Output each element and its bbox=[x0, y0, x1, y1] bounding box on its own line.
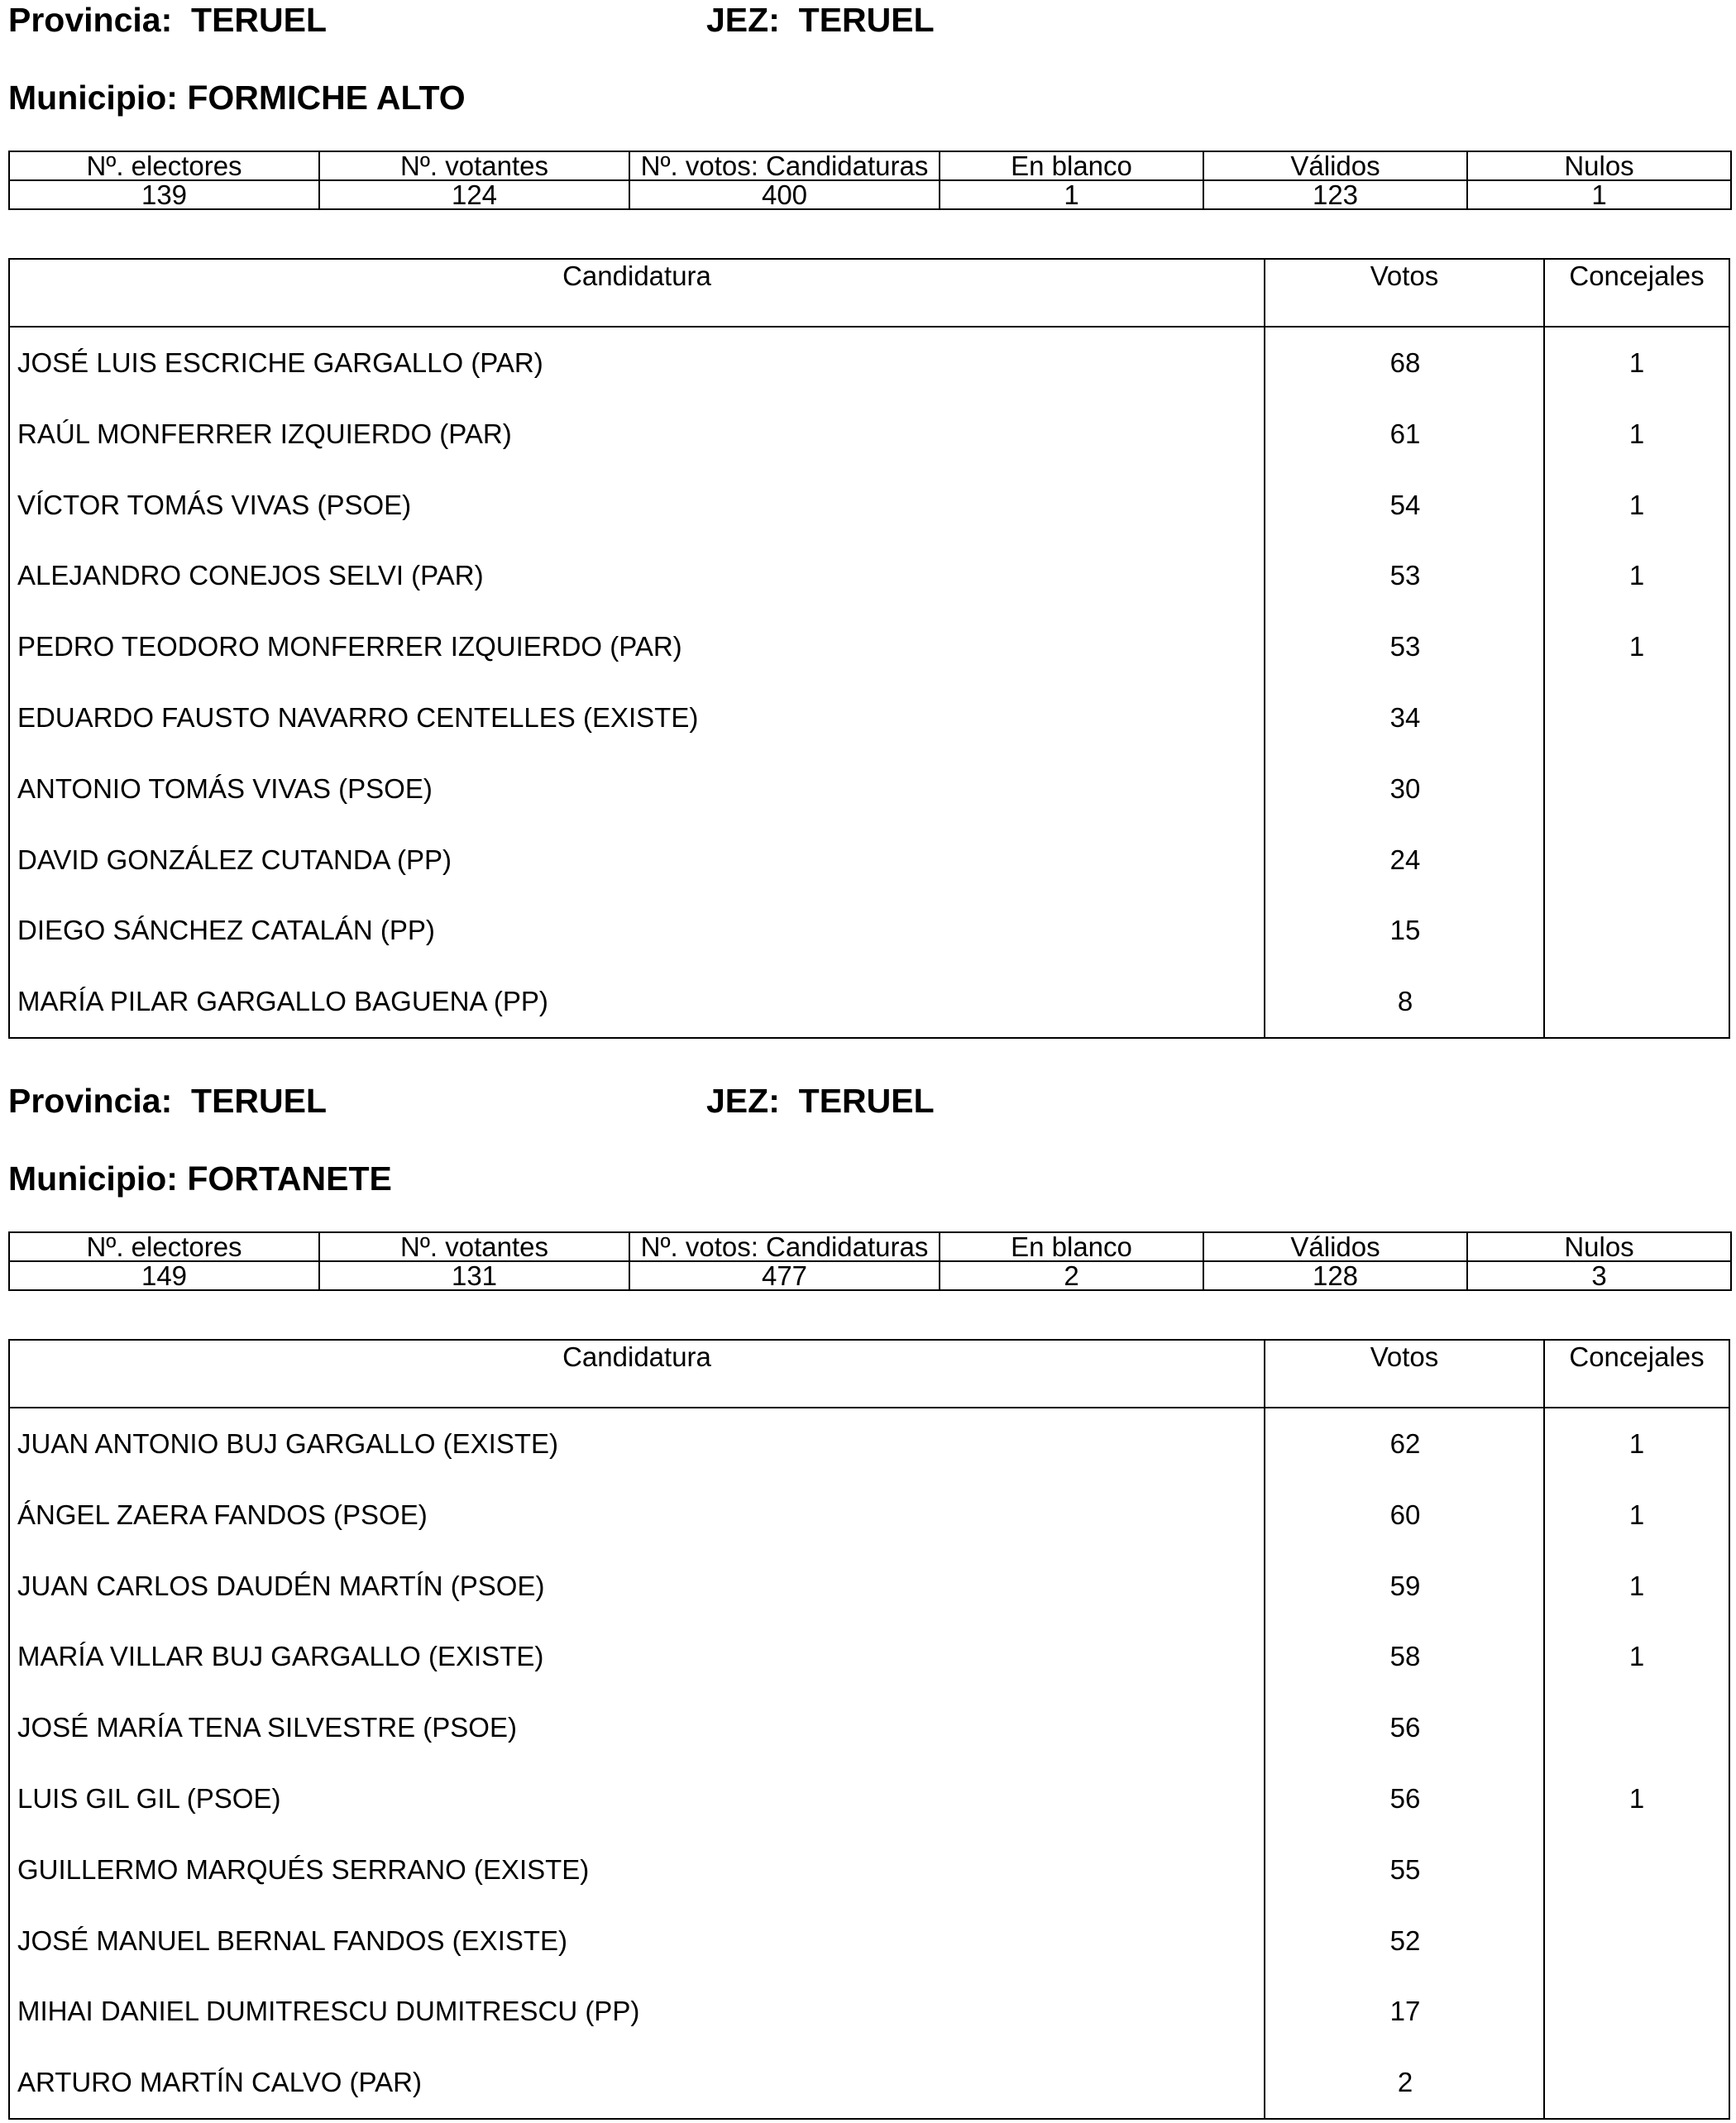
municipio-label: Municipio: bbox=[8, 79, 178, 117]
summary-header-cell: Nulos bbox=[1467, 1232, 1731, 1261]
candidate-row bbox=[10, 1905, 1729, 1977]
candidate-votes: 60 bbox=[1389, 1499, 1421, 1530]
candidate-name: DAVID GONZÁLEZ CUTANDA (PP) bbox=[17, 844, 452, 875]
candidate-votes: 56 bbox=[1389, 1712, 1421, 1743]
candidate-row bbox=[10, 1551, 1729, 1622]
municipio-value: FORTANETE bbox=[187, 1160, 392, 1198]
candidate-row bbox=[10, 966, 1729, 1037]
candidate-votes: 8 bbox=[1397, 986, 1413, 1017]
candidatura-header: Candidatura bbox=[10, 1341, 1265, 1407]
candidate-row bbox=[10, 470, 1729, 541]
municipio-line bbox=[8, 78, 466, 117]
candidate-name: EDUARDO FAUSTO NAVARRO CENTELLES (EXISTE) bbox=[17, 701, 699, 733]
candidate-seats bbox=[1545, 1976, 1729, 2047]
candidate-row bbox=[10, 328, 1729, 399]
candidate-row bbox=[10, 1480, 1729, 1551]
candidates-table bbox=[8, 258, 1730, 1039]
candidate-name: MARÍA VILLAR BUJ GARGALLO (EXISTE) bbox=[17, 1641, 544, 1672]
candidate-seats bbox=[1545, 895, 1729, 966]
candidate-row bbox=[10, 1763, 1729, 1834]
candidate-row bbox=[10, 399, 1729, 470]
jez-value: TERUEL bbox=[798, 1, 935, 39]
candidate-seats: 1 bbox=[1628, 1570, 1645, 1601]
candidate-seats bbox=[1545, 2047, 1729, 2118]
summary-value-cell: 3 bbox=[1467, 1261, 1731, 1290]
provincia-value: TERUEL bbox=[191, 1082, 328, 1120]
summary-value-row bbox=[9, 180, 1731, 209]
candidates-header-row bbox=[10, 1341, 1729, 1408]
summary-value-cell: 1 bbox=[940, 180, 1203, 209]
summary-header-cell: Nº. votos: Candidaturas bbox=[629, 1232, 940, 1261]
candidates-body bbox=[10, 328, 1729, 1037]
candidate-name: GUILLERMO MARQUÉS SERRANO (EXISTE) bbox=[17, 1853, 590, 1885]
summary-value-cell: 128 bbox=[1203, 1261, 1467, 1290]
provincia-line bbox=[8, 1081, 327, 1121]
summary-header-cell: En blanco bbox=[940, 151, 1203, 180]
candidate-row bbox=[10, 1408, 1729, 1480]
candidate-votes: 62 bbox=[1389, 1428, 1421, 1459]
candidate-votes: 30 bbox=[1389, 772, 1421, 804]
candidate-name: MARÍA PILAR GARGALLO BAGUENA (PP) bbox=[17, 986, 548, 1017]
candidate-votes: 58 bbox=[1389, 1641, 1421, 1672]
summary-value-cell: 124 bbox=[319, 180, 629, 209]
candidate-seats: 1 bbox=[1628, 1641, 1645, 1672]
candidate-votes: 55 bbox=[1389, 1853, 1421, 1885]
jez-label: JEZ: bbox=[706, 1082, 780, 1120]
candidate-seats bbox=[1545, 753, 1729, 825]
candidate-seats: 1 bbox=[1628, 489, 1645, 520]
candidate-row bbox=[10, 825, 1729, 896]
candidate-row bbox=[10, 1976, 1729, 2047]
provincia-value: TERUEL bbox=[191, 1, 328, 39]
summary-header-cell: Válidos bbox=[1203, 1232, 1467, 1261]
summary-header-cell: Nº. votantes bbox=[319, 1232, 629, 1261]
candidate-votes: 56 bbox=[1389, 1782, 1421, 1814]
candidate-votes: 54 bbox=[1389, 489, 1421, 520]
candidate-name: LUIS GIL GIL (PSOE) bbox=[17, 1782, 281, 1814]
candidate-seats: 1 bbox=[1628, 1499, 1645, 1530]
summary-header-cell: En blanco bbox=[940, 1232, 1203, 1261]
votos-header: Votos bbox=[1265, 1341, 1545, 1407]
jez-value: TERUEL bbox=[798, 1082, 935, 1120]
candidate-votes: 52 bbox=[1389, 1925, 1421, 1956]
summary-value-cell: 1 bbox=[1467, 180, 1731, 209]
candidate-votes: 53 bbox=[1389, 631, 1421, 662]
provincia-label: Provincia: bbox=[8, 1, 173, 39]
candidate-seats bbox=[1545, 1692, 1729, 1763]
municipio-line bbox=[8, 1159, 392, 1198]
candidate-name: JOSÉ LUIS ESCRICHE GARGALLO (PAR) bbox=[17, 347, 543, 378]
candidate-name: ALEJANDRO CONEJOS SELVI (PAR) bbox=[17, 560, 484, 591]
candidate-row bbox=[10, 1834, 1729, 1905]
candidate-votes: 2 bbox=[1397, 2067, 1413, 2098]
candidate-row bbox=[10, 611, 1729, 682]
candidate-seats: 1 bbox=[1628, 418, 1645, 449]
concejales-header: Concejales bbox=[1569, 261, 1705, 291]
candidate-row bbox=[10, 540, 1729, 611]
provincia-line bbox=[8, 0, 327, 40]
candidate-name: JOSÉ MANUEL BERNAL FANDOS (EXISTE) bbox=[17, 1925, 568, 1956]
candidate-seats bbox=[1545, 1905, 1729, 1977]
summary-header-cell: Nº. electores bbox=[9, 1232, 319, 1261]
candidate-votes: 61 bbox=[1389, 418, 1421, 449]
summary-value-cell: 149 bbox=[9, 1261, 319, 1290]
candidate-name: DIEGO SÁNCHEZ CATALÁN (PP) bbox=[17, 915, 435, 946]
jez-label: JEZ: bbox=[706, 1, 780, 39]
candidate-seats: 1 bbox=[1628, 1782, 1645, 1814]
candidatura-header: Candidatura bbox=[10, 260, 1265, 326]
candidate-votes: 17 bbox=[1389, 1996, 1421, 2027]
candidate-name: JUAN CARLOS DAUDÉN MARTÍN (PSOE) bbox=[17, 1570, 545, 1601]
candidate-row bbox=[10, 682, 1729, 753]
candidate-votes: 24 bbox=[1389, 844, 1421, 875]
summary-header-cell: Nº. votos: Candidaturas bbox=[629, 151, 940, 180]
candidate-seats bbox=[1545, 682, 1729, 753]
summary-value-cell: 477 bbox=[629, 1261, 940, 1290]
provincia-label: Provincia: bbox=[8, 1082, 173, 1120]
candidate-name: RAÚL MONFERRER IZQUIERDO (PAR) bbox=[17, 418, 512, 449]
summary-table bbox=[8, 1231, 1732, 1291]
candidate-seats: 1 bbox=[1628, 347, 1645, 378]
summary-value-cell: 400 bbox=[629, 180, 940, 209]
candidate-seats: 1 bbox=[1628, 1428, 1645, 1459]
candidate-seats bbox=[1545, 825, 1729, 896]
summary-value-cell: 139 bbox=[9, 180, 319, 209]
summary-header-cell: Válidos bbox=[1203, 151, 1467, 180]
summary-header-row bbox=[9, 1232, 1731, 1261]
municipio-value: FORMICHE ALTO bbox=[187, 79, 466, 117]
candidate-name: ANTONIO TOMÁS VIVAS (PSOE) bbox=[17, 772, 433, 804]
summary-header-row bbox=[9, 151, 1731, 180]
summary-header-cell: Nº. electores bbox=[9, 151, 319, 180]
candidate-votes: 15 bbox=[1389, 915, 1421, 946]
candidate-row bbox=[10, 2047, 1729, 2118]
candidates-table bbox=[8, 1339, 1730, 2120]
candidate-seats: 1 bbox=[1628, 631, 1645, 662]
jez-line bbox=[706, 1081, 935, 1121]
candidates-header-row bbox=[10, 260, 1729, 328]
candidate-row bbox=[10, 895, 1729, 966]
summary-table bbox=[8, 151, 1732, 210]
candidate-votes: 68 bbox=[1389, 347, 1421, 378]
candidate-name: PEDRO TEODORO MONFERRER IZQUIERDO (PAR) bbox=[17, 631, 682, 662]
candidate-row bbox=[10, 753, 1729, 825]
candidate-seats: 1 bbox=[1628, 560, 1645, 591]
summary-value-cell: 123 bbox=[1203, 180, 1467, 209]
candidate-votes: 59 bbox=[1389, 1570, 1421, 1601]
summary-value-row bbox=[9, 1261, 1731, 1290]
municipio-label: Municipio: bbox=[8, 1160, 178, 1198]
candidate-row bbox=[10, 1692, 1729, 1763]
candidate-name: JOSÉ MARÍA TENA SILVESTRE (PSOE) bbox=[17, 1712, 517, 1743]
votos-header: Votos bbox=[1265, 260, 1545, 326]
candidate-name: MIHAI DANIEL DUMITRESCU DUMITRESCU (PP) bbox=[17, 1996, 640, 2027]
candidate-name: VÍCTOR TOMÁS VIVAS (PSOE) bbox=[17, 489, 412, 520]
candidate-votes: 34 bbox=[1389, 701, 1421, 733]
candidate-name: ÁNGEL ZAERA FANDOS (PSOE) bbox=[17, 1499, 428, 1530]
candidate-name: ARTURO MARTÍN CALVO (PAR) bbox=[17, 2067, 422, 2098]
candidates-body bbox=[10, 1408, 1729, 2118]
candidate-seats bbox=[1545, 1834, 1729, 1905]
candidate-row bbox=[10, 1621, 1729, 1692]
jez-line bbox=[706, 0, 935, 40]
concejales-header: Concejales bbox=[1569, 1341, 1705, 1372]
candidate-name: JUAN ANTONIO BUJ GARGALLO (EXISTE) bbox=[17, 1428, 559, 1459]
summary-header-cell: Nulos bbox=[1467, 151, 1731, 180]
summary-value-cell: 131 bbox=[319, 1261, 629, 1290]
summary-header-cell: Nº. votantes bbox=[319, 151, 629, 180]
summary-value-cell: 2 bbox=[940, 1261, 1203, 1290]
candidate-votes: 53 bbox=[1389, 560, 1421, 591]
candidate-seats bbox=[1545, 966, 1729, 1037]
